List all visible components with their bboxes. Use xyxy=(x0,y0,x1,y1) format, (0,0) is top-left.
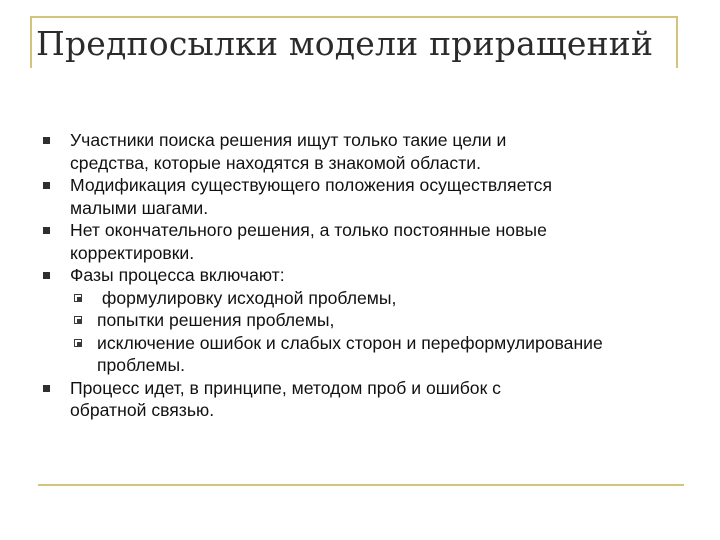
sub-list-item xyxy=(40,287,680,310)
list-item xyxy=(40,264,680,287)
hollow-square-bullet-icon xyxy=(74,294,82,302)
hollow-square-bullet-icon xyxy=(74,316,82,324)
bullet-list xyxy=(40,129,680,422)
list-item-line: Модификация существующего положения осуществляется xyxy=(70,175,552,195)
sub-list-item-line: формулировку исходной проблемы, xyxy=(97,287,397,308)
list-item-line: средства, которые находятся в знакомой области. xyxy=(70,152,481,173)
footer-divider xyxy=(38,484,684,486)
square-bullet-icon xyxy=(43,182,50,189)
list-item-line: Фазы процесса включают: xyxy=(70,265,285,285)
sub-list-item xyxy=(40,332,680,377)
title-frame-left-border xyxy=(30,16,32,68)
hollow-square-bullet-icon xyxy=(74,339,82,347)
sub-list-item xyxy=(40,309,680,332)
square-bullet-icon xyxy=(43,272,50,279)
sub-list-item-line: исключение ошибок и слабых сторон и переформулирование xyxy=(97,332,603,353)
sub-list-item-line: проблемы. xyxy=(97,355,186,375)
list-item-line: Нет окончательного решения, а только постоянные новые xyxy=(70,220,547,240)
list-item xyxy=(40,377,680,422)
title-frame-right-border xyxy=(676,16,678,68)
slide-title: Предпосылки модели приращений xyxy=(36,24,654,63)
title-frame-top-border xyxy=(30,16,678,18)
list-item xyxy=(40,219,680,264)
list-item-line: обратной связью. xyxy=(70,400,215,420)
list-item-line: корректировки. xyxy=(70,242,195,263)
list-item-line: Участники поиска решения ищут только такие цели и xyxy=(70,130,507,150)
list-item xyxy=(40,129,680,174)
square-bullet-icon xyxy=(43,137,50,144)
list-item-line: малыми шагами. xyxy=(70,197,209,218)
sub-list-item-line: попытки решения проблемы, xyxy=(97,310,335,330)
list-item xyxy=(40,174,680,219)
square-bullet-icon xyxy=(43,385,50,392)
square-bullet-icon xyxy=(43,227,50,234)
list-item-line: Процесс идет, в принципе, методом проб и ошибок с xyxy=(70,377,501,398)
